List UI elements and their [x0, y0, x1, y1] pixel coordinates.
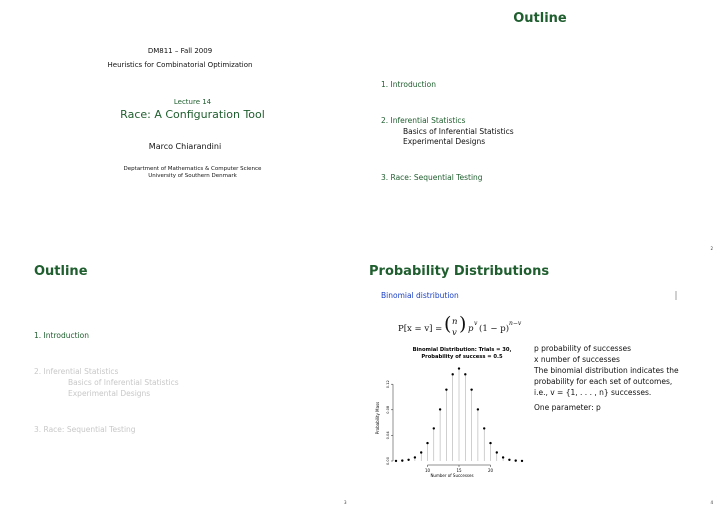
formula-exp2: n−v: [509, 320, 522, 327]
data-point: [477, 408, 479, 410]
data-point: [521, 460, 523, 462]
data-point: [414, 456, 416, 458]
desc-line-6: One parameter: p: [534, 403, 601, 412]
x-tick-label: 10: [424, 468, 431, 473]
slide-outline-1: [360, 0, 720, 255]
toc-item-race: 3. Race: Sequential Testing: [381, 173, 483, 182]
y-tick-label: 0.00: [386, 456, 390, 466]
formula-exp1: v: [474, 320, 478, 327]
binomial-coefficient: (: [444, 313, 452, 335]
data-point: [420, 451, 422, 453]
data-point: [508, 459, 510, 461]
binomial-coefficient-close: ): [459, 313, 467, 335]
data-point: [483, 427, 485, 429]
page-number: 3: [344, 500, 347, 505]
formula-mid: (1 − p): [479, 324, 510, 334]
desc-line-2: x number of successes: [534, 355, 620, 364]
course-subtitle: Heuristics for Combinatorial Optimization: [107, 61, 253, 69]
slide-outline-2: [0, 255, 360, 510]
binomial-chart: [372, 343, 532, 483]
slide-title: Outline: [513, 11, 567, 26]
x-axis-label: Number of Successes: [430, 473, 474, 478]
data-point: [515, 459, 517, 461]
chart-axes: [386, 380, 493, 473]
author: Marco Chiarandini: [148, 142, 222, 151]
toc-item-inferential-statistics: 2. Inferential Statistics: [34, 367, 119, 376]
desc-line-1: p probability of successes: [534, 344, 632, 353]
page-number: 2: [710, 246, 713, 251]
y-tick-label: 0.08: [386, 405, 390, 414]
chart-subtitle: Probability of success = 0.5: [421, 354, 503, 360]
university: University of Southern Denmark: [148, 173, 237, 179]
toc-item-introduction: 1. Introduction: [34, 331, 89, 340]
lecture-number: Lecture 14: [173, 98, 212, 106]
desc-line-5: i.e., v = {1, . . . , n} successes.: [534, 388, 652, 397]
toc-subitem-basics: Basics of Inferential Statistics: [68, 378, 179, 387]
data-point: [439, 408, 441, 410]
data-point: [401, 459, 403, 461]
course-name: DM811 – Fall 2009: [147, 47, 213, 55]
page-number: 4: [710, 500, 713, 505]
slide-title-page: [0, 0, 360, 255]
slide-probability-distributions: [360, 255, 720, 510]
data-point: [470, 388, 472, 390]
chart-title: Binomial Distribution: Trials = 30,: [412, 347, 512, 353]
desc-line-4: probability for each set of outcomes,: [534, 377, 673, 386]
section-heading: Binomial distribution: [381, 291, 459, 300]
toc-item-introduction: 1. Introduction: [381, 80, 436, 89]
toc-item-race: 3. Race: Sequential Testing: [34, 425, 136, 434]
x-tick-label: 20: [487, 468, 494, 473]
data-point: [433, 427, 435, 429]
toc-item-inferential-statistics: 2. Inferential Statistics: [381, 116, 466, 125]
toc-subitem-basics: Basics of Inferential Statistics: [403, 127, 514, 136]
section-rule: [675, 291, 677, 300]
slide-title: Outline: [34, 264, 88, 279]
formula-p: p: [468, 324, 474, 334]
data-point: [458, 367, 460, 369]
toc-subitem-designs: Experimental Designs: [403, 137, 486, 146]
y-axis-label: Probability Mass: [375, 401, 380, 435]
data-point: [464, 373, 466, 375]
slide-title: Probability Distributions: [369, 264, 550, 279]
y-tick-label: 0.04: [386, 431, 390, 440]
formula-lhs: P[x = v] =: [398, 324, 443, 334]
department: Deptartment of Mathematics & Computer Science: [123, 166, 262, 172]
y-tick-label: 0.12: [386, 380, 390, 389]
chart-marks: [395, 367, 523, 462]
description: [534, 343, 720, 413]
data-point: [445, 388, 447, 390]
data-point: [426, 442, 428, 444]
data-point: [407, 459, 409, 461]
x-tick-label: 15: [456, 468, 462, 473]
data-point: [502, 456, 504, 458]
desc-line-3: The binomial distribution indicates the: [534, 366, 679, 375]
data-point: [489, 442, 491, 444]
data-point: [496, 451, 498, 453]
binomial-bottom: v: [452, 328, 457, 338]
toc-subitem-designs: Experimental Designs: [68, 389, 151, 398]
data-point: [395, 460, 397, 462]
lecture-title: Race: A Configuration Tool: [120, 108, 265, 121]
data-point: [452, 373, 454, 375]
binomial-top: n: [452, 317, 458, 327]
